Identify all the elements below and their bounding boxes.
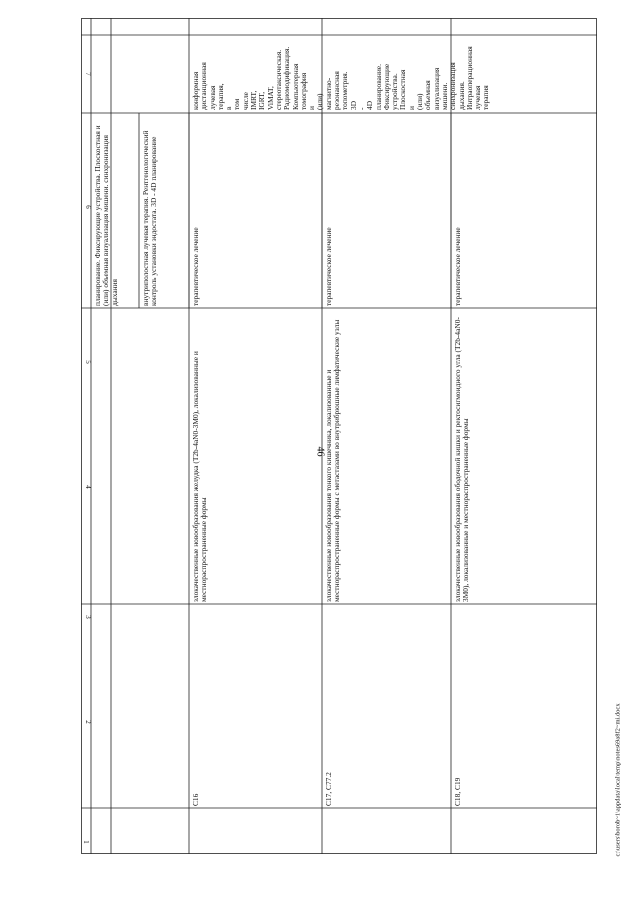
- table-row-0-col6-part2: внутриполостная лучевая терапия. Рентгенологический контроль установки эндостата. 3D - 4D планирование: [141, 130, 159, 306]
- table-row-1-col3: C16: [191, 793, 200, 806]
- column-header-2: 2: [84, 720, 92, 724]
- table-row-2-col4: злокачественные новообразования тонкого кишечника, локализованные и местнораспространенные формы с метастазами во внутрибрюшные лимфатические узлы: [324, 319, 342, 602]
- column-header-3: 3: [84, 615, 92, 619]
- column-header-4: 4: [84, 485, 92, 489]
- footer-file-path: c:\users\borob~1\appdata\local\temp\notes69a8f2~mi.docx: [614, 703, 622, 857]
- page-number: 46: [314, 446, 326, 457]
- table-row-2-col5: терапевтическое лечение: [324, 227, 333, 306]
- table-row-3-col3: C18, C19: [453, 777, 462, 806]
- table-row-3-col4: злокачественные новообразования ободочной кишки и ректосигмоидного угла (T2b-4aN0-3M0), локализованные и местнораспространенные формы: [453, 317, 471, 602]
- column-header-5: 5: [84, 360, 92, 364]
- table-row-1-col6: конформная дистанционная лучевая терапия, в том числе IMRT, IGRT, ViMAT, стереотаксическая. Радиомодификация. Компьютерная томография и (или) магнитно-резонансная топометрия. 3D - 4D планирование. Фиксирующие устройства. Плоскостная и (или) объемная визуализация мишени. синхронизация дыхания. Интраоперационная лучевая терапия: [191, 46, 491, 110]
- column-header-1: 1: [82, 840, 90, 844]
- rotated-table: [81, 18, 597, 854]
- column-header-7: 7: [84, 72, 92, 76]
- table-row-0-col6-part1: планирование. Фиксирующие устройства. Плоскостная и (или) объемная визуализация мишени. синхронизация дыхания: [93, 125, 119, 306]
- table-row-1-col5: терапевтическое лечение: [191, 227, 200, 306]
- table-row-3-col5: терапевтическое лечение: [453, 227, 462, 306]
- column-header-6: 6: [84, 205, 92, 209]
- table-row-1-col4: злокачественные новообразования желудка (T2b-4aN0-3M0), локализованные и местнораспространенные формы: [191, 351, 209, 602]
- table-row-2-col3: C17, C77.2: [324, 772, 333, 806]
